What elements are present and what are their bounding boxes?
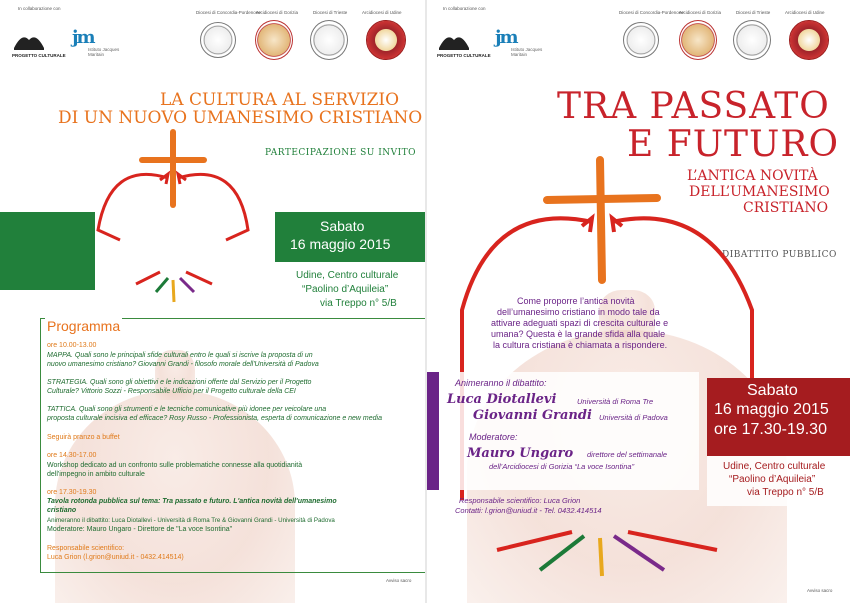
date-full: 16 maggio 2015 (714, 401, 829, 418)
subtitle-1: L’ANTICA NOVITÀ (687, 168, 818, 184)
tattica: TATTICA. Quali sono gli strumenti e le tecniche comunicative più idonee per veicolare una (47, 406, 327, 413)
seal-udine (789, 20, 829, 60)
speakers-box (439, 372, 699, 490)
seal-label-3: Diocesi di Trieste (313, 10, 348, 15)
seal-label-1: Diocesi di Concordia-Pordenone (619, 10, 684, 15)
speaker-2-aff: Università di Padova (599, 413, 668, 422)
seal-gorizia (679, 20, 717, 60)
title-line-2: DI UN NUOVO UMANESIMO CRISTIANO (58, 108, 423, 128)
collab-label: In collaborazione con (18, 6, 61, 11)
title-line-1: TRA PASSATO (557, 86, 830, 127)
workshop: Workshop dedicato ad un confronto sulle problematiche connesse alla quotidianità (47, 462, 303, 469)
mappa: MAPPA. Quali sono le principali sfide culturali entro le quali si iscrive la proposta di un (47, 352, 313, 359)
seal-label-4: Arcidiocesi di Udine (362, 10, 402, 15)
pc-logo-text: PROGETTO CULTURALE (437, 53, 491, 58)
animeranno-label: Animeranno il dibattito: (455, 378, 547, 388)
venue-line-1: Udine, Centro culturale (296, 270, 399, 281)
animeranno: Animeranno il dibattito: Luca Diotallevi - Università di Roma Tre & Giovanni Grandi - Università di Padova (47, 517, 335, 524)
subtitle: PARTECIPAZIONE SU INVITO (265, 148, 417, 158)
venue-line-3: via Treppo n° 5/B (320, 298, 397, 309)
strategia-2: Culturale? Vittorio Sozzi - Responsabile Ufficio per il Progetto culturale della CEI (47, 388, 296, 395)
jm-logo: jm (495, 27, 517, 48)
strategia: STRATEGIA. Quali sono gli obiettivi e le indicazioni offerte dal Servizio per il Progetto (47, 379, 312, 386)
footer-avviso: Avviso sacro (386, 578, 412, 583)
time-3: ore 17.30-19.30 (47, 489, 97, 496)
footer-avviso: Avviso sacro (807, 588, 833, 593)
tavola-2: cristiano (47, 507, 77, 514)
cross-arrows-graphic (80, 120, 270, 320)
moderator-aff-2: dell’Arcidiocesi di Gorizia “La voce Isontina” (489, 462, 635, 471)
venue-line-2: “Paolino d’Aquileia” (729, 474, 816, 485)
venue-line-2: “Paolino d’Aquileia” (302, 284, 389, 295)
title-line-2: E FUTURO (627, 124, 840, 165)
progetto-culturale-logo (437, 30, 471, 52)
moderatore: Moderatore: Mauro Ungaro - Direttore de "La voce Isontina" (47, 526, 233, 533)
question-line-3: attivare adeguati spazi di crescita culturale e (491, 318, 669, 328)
progetto-culturale-logo (12, 30, 46, 52)
speaker-1-name: Luca Diotallevi (447, 392, 557, 407)
seal-label-1: Diocesi di Concordia-Pordenone (196, 10, 261, 15)
moderator-name: Mauro Ungaro (467, 446, 574, 461)
workshop-2: dell'impegno in ambito culturale (47, 471, 145, 478)
programma-title: Programma (47, 318, 121, 334)
date-time: ore 17.30-19.30 (714, 421, 827, 438)
jm-logo: jm (72, 27, 94, 48)
date-day: Sabato (320, 218, 365, 234)
time-1: ore 10.00-13.00 (47, 342, 97, 349)
seal-gorizia (255, 20, 293, 60)
pc-logo-text: PROGETTO CULTURALE (12, 53, 66, 58)
seal-concordia (200, 22, 236, 58)
dibattito: DIBATTITO PUBBLICO (722, 250, 837, 260)
speaker-2-name: Giovanni Grandi (473, 408, 592, 423)
time-2: ore 14.30-17.00 (47, 452, 97, 459)
seal-label-3: Diocesi di Trieste (736, 10, 771, 15)
moderator-aff-1: direttore del settimanale (587, 450, 668, 459)
right-poster (427, 0, 850, 603)
venue-line-3: via Treppo n° 5/B (747, 487, 824, 498)
moderatore-label: Moderatore: (469, 432, 518, 442)
mappa-2: nuovo umanesimo cristiano? Giovanni Grandi - filosofo morale dell'Università di Padova (47, 361, 319, 368)
title-line-1: LA CULTURA AL SERVIZIO (160, 90, 400, 110)
question-line-1: Come proporre l’antica novità (517, 296, 635, 306)
collab-label: In collaborazione con (443, 6, 486, 11)
seal-label-4: Arcidiocesi di Udine (785, 10, 825, 15)
question-line-4: umana? Questa è la grande sfida alla quale (491, 329, 666, 339)
speaker-1-aff: Università di Roma Tre (577, 397, 654, 406)
seal-trieste (733, 20, 771, 60)
lunch: Seguirà pranzo a buffet (47, 434, 120, 441)
contatti: Contatti: l.grion@uniud.it - Tel. 0432.414514 (455, 506, 602, 515)
date-full: 16 maggio 2015 (290, 236, 391, 252)
date-day: Sabato (747, 382, 798, 399)
resp-contact: Luca Grion (l.grion@uniud.it - 0432.414514) (47, 554, 184, 561)
subtitle-3: CRISTIANO (743, 200, 829, 216)
purple-band (427, 372, 439, 490)
question-line-2: dell’umanesimo cristiano in modo tale da (497, 307, 660, 317)
jm-subtitle: Istituto Jacques Maritain (88, 47, 120, 57)
jm-subtitle: Istituto Jacques Maritain (511, 47, 543, 57)
venue-line-1: Udine, Centro culturale (723, 461, 826, 472)
seal-label-2: Arcidiocesi di Gorizia (256, 10, 299, 15)
tavola: Tavola rotonda pubblica sul tema: Tra passato e futuro. L'antica novità dell'umanesimo (47, 498, 337, 505)
tattica-2: proposta culturale incisiva ed efficace? Rosy Russo - Professionista, esperta di comunicazione e new media (47, 415, 383, 422)
resp-label: Responsabile scientifico: (47, 545, 125, 552)
seal-udine (366, 20, 406, 60)
question-line-5: la cultura cristiana è chiamata a rispondere. (493, 340, 668, 350)
subtitle-2: DELL’UMANESIMO (689, 184, 830, 200)
seal-concordia (623, 22, 659, 58)
resp-label: Responsabile scientifico: Luca Grion (459, 496, 581, 505)
seal-trieste (310, 20, 348, 60)
seal-label-2: Arcidiocesi di Gorizia (679, 10, 722, 15)
